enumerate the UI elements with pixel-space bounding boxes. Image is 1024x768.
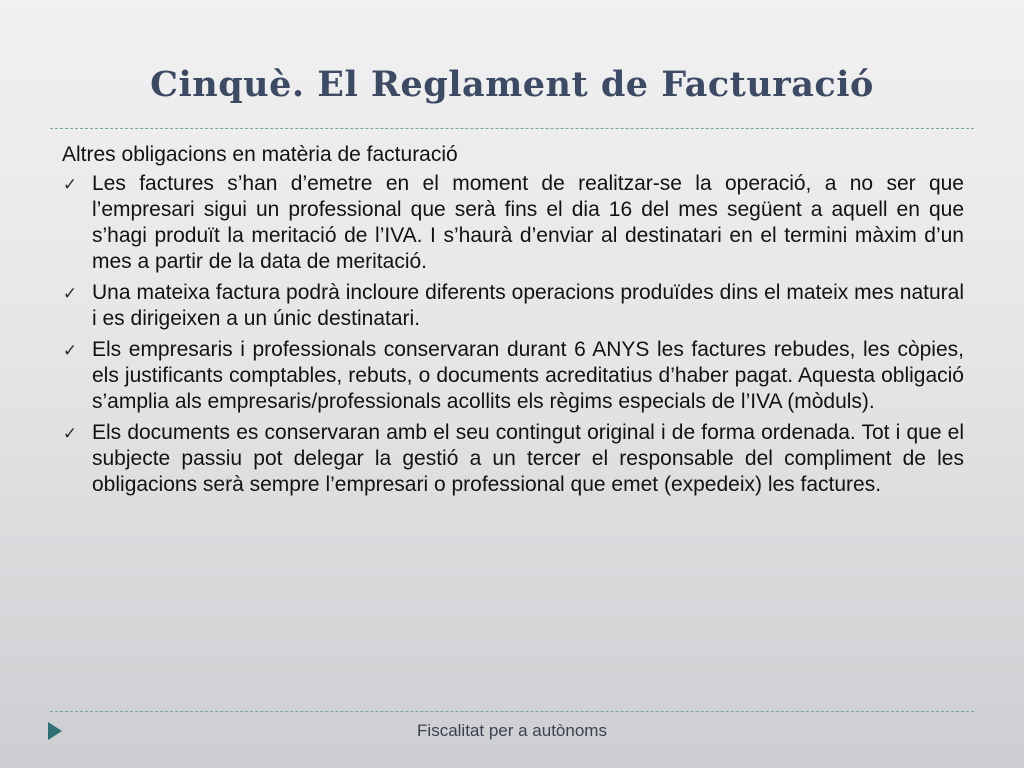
slide-title: Cinquè. El Reglament de Facturació: [150, 64, 874, 105]
bullet-item: [62, 420, 964, 498]
bullet-text: Una mateixa factura podrà incloure diferents operacions produïdes dins el mateix mes natural i es dirigeixen a un únic destinatari.: [92, 281, 964, 330]
footer-text: Fiscalitat per a autònoms: [417, 721, 607, 740]
intro-text: Altres obligacions en matèria de facturació: [62, 143, 458, 166]
bullet-list: [62, 171, 964, 498]
bullet-text: Les factures s’han d’emetre en el moment de realitzar-se la operació, a no ser que l’empresari sigui un professional que serà fins el dia 16 del mes següent a aquell en que s’hagi produït la meritació de l’IVA. I s’haurà d’enviar al destinatari en el termini màxim d’un mes a partir de la data de meritació.: [92, 172, 964, 273]
bullet-text: Els documents es conservaran amb el seu contingut original i de forma ordenada. Tot i que el subjecte passiu pot delegar la gestió a un tercer el responsable del compliment de les obligacions serà sempre l’empresari o professional que emet (expedeix) les factures.: [92, 421, 964, 496]
check-icon: ✓: [62, 175, 78, 194]
check-icon: ✓: [62, 284, 78, 303]
bullet-item: [62, 280, 964, 332]
footer-divider: [50, 711, 974, 712]
title-divider: [50, 128, 974, 129]
bullet-item: [62, 337, 964, 415]
bullet-text: Els empresaris i professionals conservaran durant 6 ANYS les factures rebudes, les còpies, els justificants comptables, rebuts, o documents acreditatius d’haber pagat. Aquesta obligació s’amplia als empresaris/professionals acollits els règims especials de l’IVA (mòduls).: [92, 338, 964, 413]
check-icon: ✓: [62, 341, 78, 360]
slide-body: [62, 141, 964, 503]
check-icon: ✓: [62, 424, 78, 443]
bullet-item: [62, 171, 964, 275]
